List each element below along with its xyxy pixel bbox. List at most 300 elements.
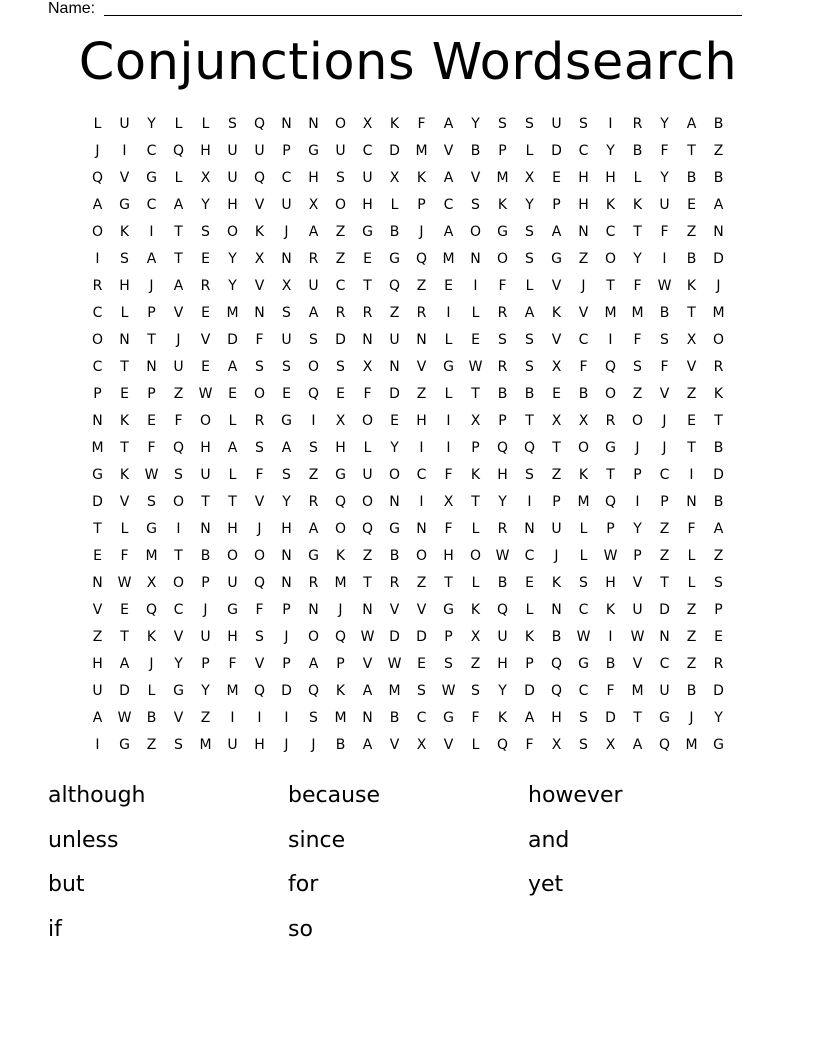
grid-letter: M — [685, 737, 698, 753]
grid-letter: P — [147, 305, 156, 321]
grid-letter: L — [525, 278, 534, 294]
word-list-item: and — [528, 827, 570, 853]
grid-letter: S — [201, 224, 210, 240]
grid-letter: Y — [174, 656, 183, 672]
grid-letter: N — [713, 224, 724, 240]
grid-letter: A — [146, 251, 157, 267]
grid-letter: J — [284, 629, 289, 645]
grid-letter: W — [117, 575, 132, 591]
grid-letter: T — [444, 575, 453, 591]
grid-letter: Q — [658, 737, 671, 753]
grid-letter: M — [388, 683, 401, 699]
grid-letter: R — [308, 494, 319, 510]
grid-letter: M — [442, 251, 455, 267]
grid-letter: S — [336, 170, 345, 186]
grid-letter: V — [362, 656, 373, 672]
grid-letter: E — [471, 332, 480, 348]
grid-letter: X — [362, 359, 373, 375]
grid-letter: W — [387, 656, 402, 672]
grid-letter: G — [146, 521, 157, 537]
grid-letter: A — [173, 197, 184, 213]
grid-letter: I — [446, 305, 451, 321]
grid-letter: P — [93, 386, 102, 402]
grid-letter: N — [281, 575, 292, 591]
grid-letter: O — [253, 386, 266, 402]
grid-letter: S — [525, 359, 534, 375]
grid-letter: G — [281, 413, 292, 429]
grid-letter: U — [200, 467, 211, 483]
grid-letter: I — [284, 710, 289, 726]
grid-letter: E — [201, 359, 210, 375]
grid-letter: A — [632, 737, 643, 753]
grid-letter: G — [389, 521, 400, 537]
grid-letter: I — [662, 251, 667, 267]
grid-letter: K — [524, 629, 535, 645]
grid-letter: Y — [282, 494, 291, 510]
grid-letter: M — [334, 575, 347, 591]
grid-letter: Q — [550, 656, 563, 672]
grid-letter: J — [689, 710, 694, 726]
letter-grid — [84, 111, 732, 759]
grid-letter: E — [714, 629, 723, 645]
grid-letter: V — [632, 575, 643, 591]
grid-row — [84, 732, 732, 759]
grid-letter: X — [281, 278, 292, 294]
grid-letter: P — [552, 197, 561, 213]
grid-row — [84, 381, 732, 408]
grid-letter: L — [471, 305, 480, 321]
grid-letter: J — [284, 224, 289, 240]
grid-letter: N — [470, 251, 481, 267]
grid-letter: H — [281, 521, 292, 537]
word-list-item: unless — [48, 827, 119, 853]
grid-letter: G — [119, 197, 130, 213]
grid-letter: L — [579, 548, 588, 564]
grid-letter: E — [390, 413, 399, 429]
grid-letter: Y — [606, 143, 615, 159]
grid-letter: W — [117, 710, 132, 726]
grid-letter: O — [361, 413, 374, 429]
grid-letter: S — [444, 656, 453, 672]
grid-letter: R — [200, 278, 211, 294]
grid-letter: V — [173, 710, 184, 726]
grid-letter: K — [335, 548, 346, 564]
grid-letter: E — [525, 575, 534, 591]
grid-letter: I — [527, 494, 532, 510]
grid-letter: F — [498, 278, 507, 294]
grid-letter: P — [147, 386, 156, 402]
grid-letter: B — [686, 170, 697, 186]
grid-letter: Z — [686, 629, 697, 645]
grid-letter: X — [551, 737, 562, 753]
grid-letter: G — [389, 251, 400, 267]
grid-letter: C — [659, 467, 670, 483]
grid-letter: Y — [201, 197, 210, 213]
grid-letter: V — [632, 656, 643, 672]
grid-letter: C — [578, 683, 589, 699]
grid-letter: H — [578, 170, 589, 186]
grid-letter: U — [200, 629, 211, 645]
grid-letter: Q — [604, 359, 617, 375]
grid-letter: O — [253, 548, 266, 564]
grid-letter: Y — [390, 440, 399, 456]
grid-letter: U — [659, 197, 670, 213]
grid-letter: S — [633, 359, 642, 375]
grid-letter: D — [119, 683, 130, 699]
grid-letter: S — [309, 440, 318, 456]
grid-letter: P — [633, 548, 642, 564]
grid-letter: Y — [498, 683, 507, 699]
grid-letter: A — [308, 305, 319, 321]
grid-letter: N — [362, 602, 373, 618]
grid-letter: Q — [523, 440, 536, 456]
grid-letter: N — [308, 602, 319, 618]
grid-letter: F — [606, 683, 615, 699]
grid-letter: V — [416, 359, 427, 375]
grid-letter: B — [713, 440, 724, 456]
grid-letter: U — [335, 143, 346, 159]
grid-letter: C — [605, 224, 616, 240]
grid-row — [84, 597, 732, 624]
grid-letter: F — [633, 278, 642, 294]
grid-letter: E — [363, 251, 372, 267]
grid-letter: Z — [146, 737, 157, 753]
grid-letter: N — [686, 494, 697, 510]
grid-letter: O — [388, 467, 401, 483]
grid-letter: A — [173, 278, 184, 294]
grid-letter: N — [308, 116, 319, 132]
grid-letter: Z — [713, 143, 724, 159]
grid-letter: K — [470, 602, 481, 618]
grid-letter: U — [227, 170, 238, 186]
word-list-item: if — [48, 916, 62, 942]
grid-letter: E — [444, 278, 453, 294]
grid-letter: U — [551, 116, 562, 132]
grid-letter: Z — [200, 710, 211, 726]
grid-letter: Z — [470, 656, 481, 672]
grid-letter: H — [605, 575, 616, 591]
grid-letter: P — [552, 494, 561, 510]
grid-letter: V — [389, 602, 400, 618]
grid-letter: C — [416, 710, 427, 726]
grid-letter: C — [362, 143, 373, 159]
grid-letter: Y — [525, 197, 534, 213]
grid-letter: T — [687, 440, 696, 456]
grid-letter: S — [309, 710, 318, 726]
grid-letter: H — [227, 197, 238, 213]
grid-letter: Z — [416, 386, 427, 402]
word-list-item: but — [48, 872, 85, 897]
grid-letter: V — [173, 629, 184, 645]
grid-letter: X — [551, 413, 562, 429]
grid-letter: M — [91, 440, 104, 456]
grid-letter: F — [174, 413, 183, 429]
grid-letter: U — [119, 116, 130, 132]
grid-letter: Q — [334, 629, 347, 645]
grid-letter: G — [578, 656, 589, 672]
grid-row — [84, 246, 732, 273]
grid-letter: W — [603, 548, 618, 564]
grid-letter: L — [579, 521, 588, 537]
grid-letter: L — [147, 683, 156, 699]
grid-letter: Y — [660, 170, 669, 186]
grid-letter: P — [471, 440, 480, 456]
grid-letter: V — [119, 170, 130, 186]
grid-letter: R — [92, 278, 103, 294]
grid-letter: B — [335, 737, 346, 753]
grid-letter: B — [146, 710, 157, 726]
grid-letter: C — [146, 143, 157, 159]
grid-row — [84, 192, 732, 219]
grid-letter: D — [713, 467, 724, 483]
grid-letter: T — [228, 494, 237, 510]
grid-letter: O — [334, 197, 347, 213]
grid-letter: R — [632, 116, 643, 132]
grid-letter: X — [254, 251, 265, 267]
grid-letter: R — [605, 413, 616, 429]
grid-letter: G — [605, 440, 616, 456]
grid-letter: P — [417, 197, 426, 213]
grid-letter: U — [632, 602, 643, 618]
grid-letter: S — [579, 710, 588, 726]
grid-letter: O — [172, 494, 185, 510]
grid-letter: J — [176, 332, 181, 348]
grid-letter: Z — [389, 305, 400, 321]
grid-letter: N — [551, 602, 562, 618]
grid-letter: A — [281, 440, 292, 456]
grid-letter: C — [659, 656, 670, 672]
grid-letter: L — [228, 413, 237, 429]
grid-letter: N — [362, 710, 373, 726]
grid-letter: C — [281, 170, 292, 186]
grid-letter: Y — [714, 710, 723, 726]
grid-letter: N — [524, 521, 535, 537]
grid-letter: P — [525, 656, 534, 672]
grid-letter: I — [635, 494, 640, 510]
grid-letter: N — [362, 332, 373, 348]
grid-letter: J — [419, 224, 424, 240]
grid-letter: B — [578, 386, 589, 402]
grid-letter: B — [551, 629, 562, 645]
grid-letter: C — [173, 602, 184, 618]
word-list-item: because — [288, 783, 381, 808]
grid-letter: B — [389, 548, 400, 564]
grid-letter: Q — [334, 494, 347, 510]
word-list-item: for — [288, 872, 319, 897]
grid-letter: N — [578, 224, 589, 240]
grid-letter: W — [630, 629, 645, 645]
grid-letter: K — [389, 116, 400, 132]
grid-letter: S — [498, 332, 507, 348]
grid-letter: E — [228, 386, 237, 402]
grid-letter: V — [119, 494, 130, 510]
grid-letter: O — [631, 413, 644, 429]
grid-letter: F — [687, 521, 696, 537]
grid-letter: H — [227, 629, 238, 645]
grid-letter: U — [497, 629, 508, 645]
grid-letter: W — [360, 629, 375, 645]
grid-letter: C — [443, 197, 454, 213]
grid-letter: G — [443, 710, 454, 726]
grid-letter: O — [469, 548, 482, 564]
grid-letter: H — [92, 656, 103, 672]
grid-letter: P — [282, 602, 291, 618]
grid-letter: T — [120, 629, 129, 645]
grid-letter: C — [578, 602, 589, 618]
grid-letter: M — [604, 305, 617, 321]
grid-letter: R — [254, 413, 265, 429]
grid-letter: O — [91, 332, 104, 348]
grid-letter: B — [713, 170, 724, 186]
grid-letter: K — [497, 197, 508, 213]
grid-letter: U — [281, 197, 292, 213]
grid-letter: K — [119, 467, 130, 483]
grid-letter: T — [363, 278, 372, 294]
grid-letter: I — [95, 251, 100, 267]
grid-letter: A — [551, 224, 562, 240]
grid-letter: V — [254, 197, 265, 213]
grid-letter: F — [147, 440, 156, 456]
grid-letter: Z — [551, 467, 562, 483]
grid-letter: O — [91, 224, 104, 240]
grid-letter: M — [199, 737, 212, 753]
grid-letter: I — [419, 440, 424, 456]
grid-letter: T — [93, 521, 102, 537]
grid-letter: B — [659, 305, 670, 321]
grid-letter: J — [338, 602, 343, 618]
grid-letter: N — [416, 521, 427, 537]
grid-letter: T — [606, 467, 615, 483]
grid-letter: O — [226, 548, 239, 564]
grid-letter: T — [363, 575, 372, 591]
grid-letter: K — [335, 683, 346, 699]
grid-letter: D — [92, 494, 103, 510]
grid-letter: S — [255, 440, 264, 456]
grid-letter: C — [146, 197, 157, 213]
grid-row — [84, 570, 732, 597]
grid-letter: V — [443, 143, 454, 159]
grid-letter: L — [471, 521, 480, 537]
grid-letter: O — [712, 332, 725, 348]
grid-letter: L — [174, 116, 183, 132]
grid-letter: K — [470, 467, 481, 483]
grid-letter: Q — [496, 440, 509, 456]
grid-letter: A — [227, 440, 238, 456]
grid-letter: A — [308, 224, 319, 240]
grid-letter: N — [281, 116, 292, 132]
grid-letter: A — [308, 656, 319, 672]
grid-letter: E — [552, 386, 561, 402]
grid-letter: K — [578, 467, 589, 483]
grid-letter: F — [471, 710, 480, 726]
grid-letter: Q — [388, 278, 401, 294]
grid-letter: T — [471, 494, 480, 510]
grid-letter: T — [120, 440, 129, 456]
grid-letter: R — [335, 305, 346, 321]
grid-row — [84, 354, 732, 381]
grid-letter: G — [92, 467, 103, 483]
grid-letter: D — [389, 386, 400, 402]
grid-letter: G — [308, 548, 319, 564]
grid-letter: Z — [92, 629, 103, 645]
grid-letter: N — [146, 359, 157, 375]
grid-letter: I — [149, 224, 154, 240]
grid-letter: S — [498, 116, 507, 132]
grid-letter: S — [120, 251, 129, 267]
grid-row — [84, 111, 732, 138]
grid-letter: J — [662, 440, 667, 456]
grid-letter: V — [686, 359, 697, 375]
grid-letter: H — [200, 143, 211, 159]
grid-letter: B — [686, 251, 697, 267]
grid-letter: E — [201, 305, 210, 321]
grid-letter: Q — [307, 386, 320, 402]
grid-letter: K — [497, 710, 508, 726]
grid-letter: B — [686, 683, 697, 699]
grid-letter: N — [389, 359, 400, 375]
grid-letter: A — [524, 305, 535, 321]
grid-letter: B — [389, 224, 400, 240]
grid-letter: I — [311, 413, 316, 429]
grid-letter: S — [525, 332, 534, 348]
grid-letter: X — [578, 413, 589, 429]
grid-letter: E — [93, 548, 102, 564]
grid-letter: C — [578, 143, 589, 159]
grid-letter: U — [308, 278, 319, 294]
grid-letter: O — [496, 251, 509, 267]
grid-letter: C — [92, 305, 103, 321]
grid-letter: T — [687, 143, 696, 159]
grid-letter: O — [361, 494, 374, 510]
grid-letter: M — [631, 683, 644, 699]
grid-letter: V — [578, 305, 589, 321]
grid-letter: P — [498, 413, 507, 429]
grid-letter: R — [497, 359, 508, 375]
grid-letter: N — [281, 548, 292, 564]
grid-letter: T — [552, 440, 561, 456]
grid-letter: V — [551, 278, 562, 294]
grid-letter: F — [660, 143, 669, 159]
grid-letter: H — [254, 737, 265, 753]
grid-letter: I — [608, 332, 613, 348]
grid-letter: A — [362, 737, 373, 753]
page-title: Conjunctions Wordsearch — [78, 33, 738, 92]
grid-letter: Y — [228, 251, 237, 267]
grid-letter: A — [308, 521, 319, 537]
grid-letter: O — [604, 386, 617, 402]
grid-letter: G — [227, 602, 238, 618]
grid-letter: S — [525, 467, 534, 483]
grid-letter: J — [554, 548, 559, 564]
grid-letter: K — [713, 386, 724, 402]
grid-row — [84, 624, 732, 651]
grid-letter: V — [254, 656, 265, 672]
grid-letter: K — [416, 170, 427, 186]
grid-letter: I — [419, 494, 424, 510]
name-line[interactable] — [104, 15, 742, 16]
grid-letter: B — [200, 548, 211, 564]
grid-letter: Q — [253, 683, 266, 699]
grid-letter: Y — [471, 116, 480, 132]
grid-letter: T — [714, 413, 723, 429]
grid-letter: G — [497, 224, 508, 240]
grid-letter: W — [576, 629, 591, 645]
grid-letter: F — [633, 332, 642, 348]
grid-letter: W — [144, 467, 159, 483]
grid-letter: K — [551, 305, 562, 321]
grid-letter: E — [552, 170, 561, 186]
grid-letter: P — [336, 656, 345, 672]
